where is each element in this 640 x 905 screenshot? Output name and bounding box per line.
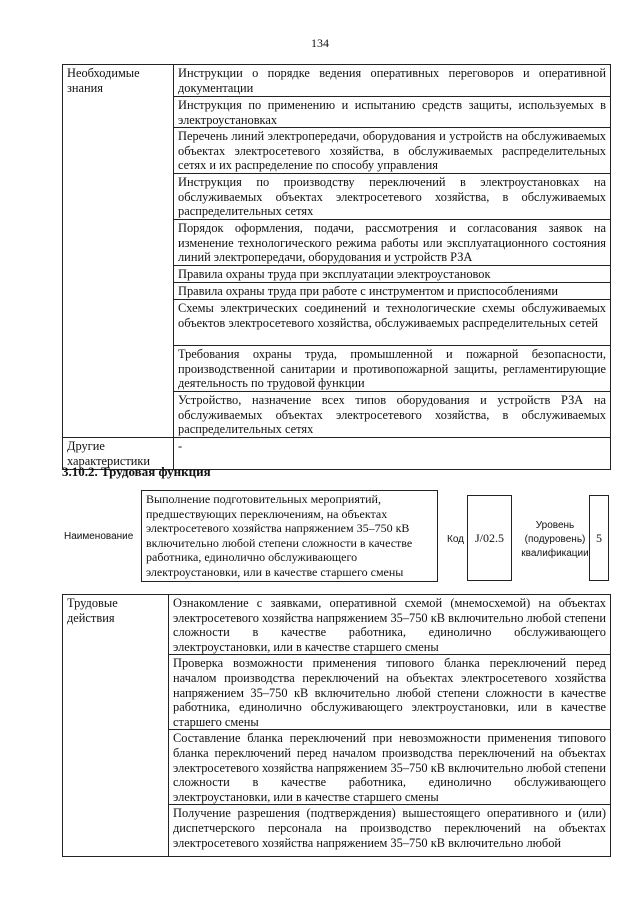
action-item: Составление бланка переключений при невозможности применения типового бланка переключений перед началом производства переключений на объектах электросетевого хозяйства напряжением 35–750 кВ включительно любой степени сложности в качестве работника, единолично обслуживающего электроустановки, или в качестве старшего смены xyxy=(169,730,611,805)
knowledge-item: Правила охраны труда при работе с инструментом и приспособлениями xyxy=(174,283,611,300)
knowledge-item: Требования охраны труда, промышленной и пожарной безопасности, производственной санитарии и противопожарной защиты, регламентирующие деятельность по трудовой функции xyxy=(174,346,611,392)
other-characteristics-label: Другие характеристики xyxy=(63,438,174,470)
knowledge-label: Необходимые знания xyxy=(63,65,174,438)
knowledge-item: Устройство, назначение всех типов оборудования и устройств РЗА на обслуживаемых объектах электросетевого хозяйства, в обслуживаемых распределительных сетях xyxy=(174,392,611,438)
knowledge-item: Инструкции о порядке ведения оперативных переговоров и оперативной документации xyxy=(174,65,611,97)
action-item: Получение разрешения (подтверждения) вышестоящего оперативного и (или) диспетчерского персонала на производство переключений на объектах электросетевого хозяйства напряжением 35–750 кВ включительно любой xyxy=(169,805,611,857)
page-number: 134 xyxy=(311,36,329,50)
code-box: J/02.5 xyxy=(467,495,512,581)
actions-table xyxy=(62,594,611,857)
knowledge-item: Правила охраны труда при эксплуатации электроустановок xyxy=(174,266,611,283)
code-label: Код xyxy=(447,534,465,545)
action-item: Проверка возможности применения типового бланка переключений перед началом производства переключений на объектах электросетевого хозяйства напряжением 35–750 кВ включительно любой степени сложности в качестве работника, единолично обслуживающего электроустановки, или в качестве старшего смены xyxy=(169,655,611,730)
function-name-box: Выполнение подготовительных мероприятий, предшествующих переключениям, на объектах электросетевого хозяйства напряжением 35–750 кВ включительно любой степени сложности в качестве работника, единолично обслуживающего электроустановки, или в качестве старшего смены xyxy=(141,490,438,582)
knowledge-item: Инструкция по применению и испытанию средств защиты, используемых в электроустановках xyxy=(174,97,611,128)
level-box: 5 xyxy=(589,495,609,581)
level-label: Уровень (подуровень) квалификации xyxy=(521,520,589,559)
action-item: Ознакомление с заявками, оперативной схемой (мнемосхемой) на объектах электросетевого хозяйства напряжением 35–750 кВ включительно любой степени сложности в качестве работника, единолично обслуживающего электроустановки, или в качестве старшего смены xyxy=(169,595,611,655)
name-label: Наименование xyxy=(64,531,134,542)
knowledge-item: Перечень линий электропередачи, оборудования и устройств на обслуживаемых объектах электросетевого хозяйства, в обслуживаемых распределительных сетях и их распределение по способу управления xyxy=(174,128,611,174)
knowledge-item: Порядок оформления, подачи, рассмотрения и согласования заявок на изменение технологического режима работы или эксплуатационного состояния линий электропередачи, оборудования и устройств РЗА xyxy=(174,220,611,266)
actions-label: Трудовые действия xyxy=(63,595,169,857)
other-characteristics-value: - xyxy=(174,438,611,470)
knowledge-table xyxy=(62,64,611,470)
knowledge-item: Схемы электрических соединений и технологические схемы обслуживаемых объектов электросетевого хозяйства, обслуживаемых распределительных сетей xyxy=(174,300,611,346)
section-title: 3.10.2. Трудовая функция xyxy=(62,464,211,479)
knowledge-item: Инструкция по производству переключений в электроустановках на обслуживаемых объектах электросетевого хозяйства, в обслуживаемых распределительных сетях xyxy=(174,174,611,220)
